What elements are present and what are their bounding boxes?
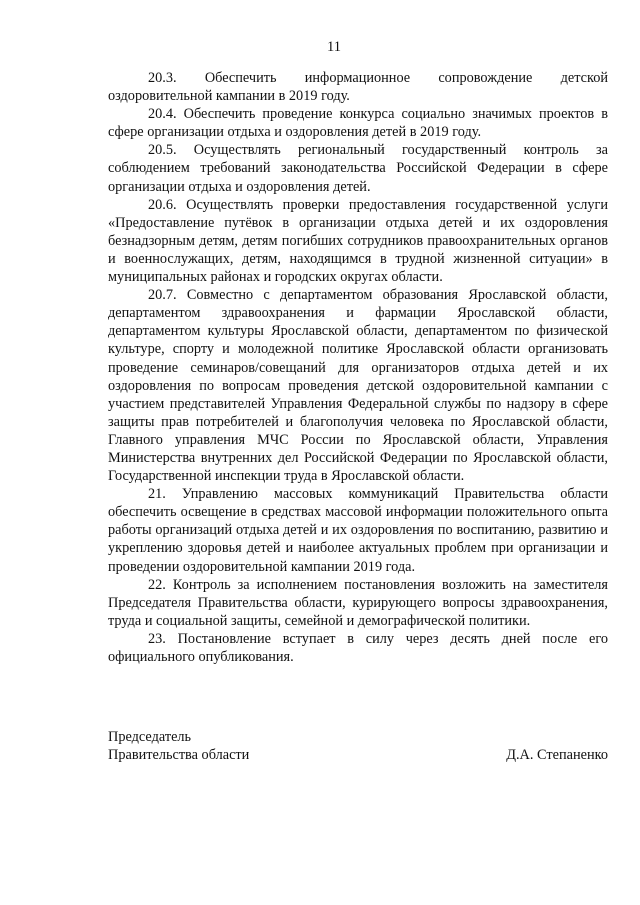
paragraph-20-4: 20.4. Обеспечить проведение конкурса социально значимых проектов в сфере организации отдыха и оздоровления детей в 2019 году. bbox=[108, 106, 608, 141]
signature-block bbox=[108, 728, 608, 764]
paragraph-23: 23. Постановление вступает в силу через десять дней после его официального опубликования. bbox=[108, 630, 608, 665]
signatory-title-line1: Председатель bbox=[108, 729, 192, 745]
paragraph-21: 21. Управлению массовых коммуникаций Правительства области обеспечить освещение в средствах массовой информации положительного опыта работы организаций отдыха детей и их оздоровления по воспитанию, развитию и укреплению здоровья детей и наиболее актуальных проблем при организации и проведении оздоровительной кампании 2019 года. bbox=[108, 486, 608, 575]
paragraph-22: 22. Контроль за исполнением постановления возложить на заместителя Председателя Правительства области, курирующего вопросы здравоохранения, труда и социальной защиты, семейной и демографической политики. bbox=[108, 576, 608, 629]
signatory-name: Д.А. Степаненко bbox=[506, 747, 608, 764]
paragraph-20-6: 20.6. Осуществлять проверки предоставления государственной услуги «Предоставление путёвок в организации отдыха детей и их оздоровления безнадзорным детям, детям погибших сотрудников правоохранительных органов и военнослужащих, детям, находящимся в трудной жизненной ситуации» в муниципальных районах и городских округах области. bbox=[108, 196, 608, 286]
paragraph-20-3: 20.3. Обеспечить информационное сопровождение детской оздоровительной кампании в 2019 году. bbox=[108, 70, 608, 105]
paragraph-20-5: 20.5. Осуществлять региональный государственный контроль за соблюдением требований законодательства Российской Федерации в сфере организации отдыха и оздоровления детей. bbox=[108, 142, 608, 195]
document-body bbox=[108, 69, 608, 666]
signatory-row bbox=[108, 746, 608, 764]
page-number: 11 bbox=[327, 39, 341, 55]
signatory-title-line2: Правительства области bbox=[108, 747, 250, 764]
paragraph-20-7: 20.7. Совместно с департаментом образования Ярославской области, департаментом здравоохранения и фармации Ярославской области, департаментом культуры Ярославской области, департаментом по физической культуре, спорту и молодежной политике Ярославской области организовать проведение семинаров/совещаний для организаторов отдыха детей и их оздоровления по вопросам проведения детской оздоровительной кампании с участием представителей Управления Федеральной службы по надзору в сфере защиты прав потребителей и благополучия человека по Ярославской области, Главного управления МЧС России по Ярославской области, Управления Министерства внутренних дел Российской Федерации по Ярославской области, Государственной инспекции труда в Ярославской области. bbox=[108, 287, 608, 485]
